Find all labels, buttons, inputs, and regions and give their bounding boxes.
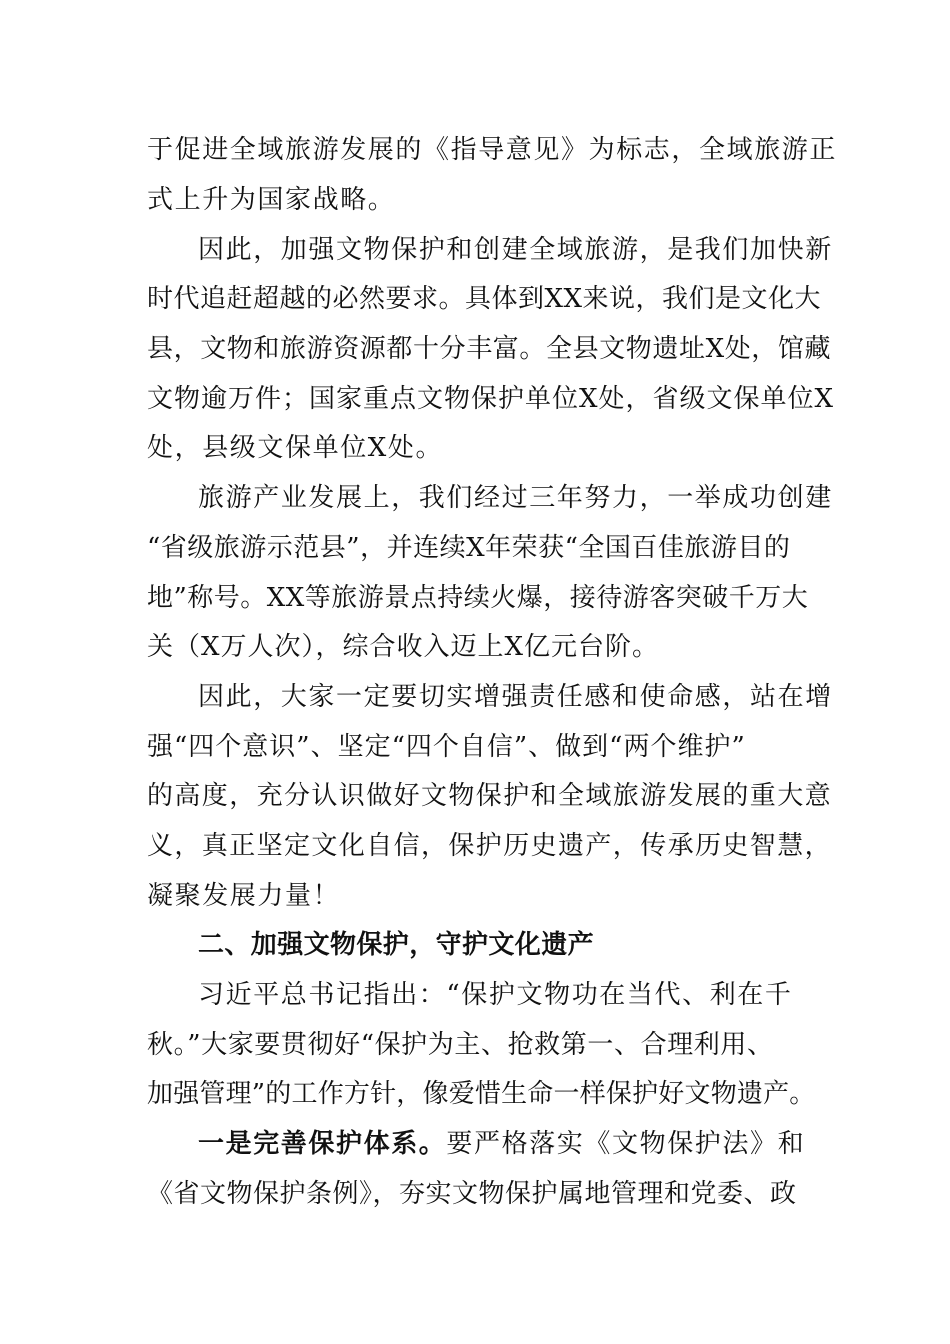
line-text: 地”称号。XX等旅游景点持续火爆，接待游客突破千万大: [147, 583, 809, 613]
paragraph-start-line: [0, 1124, 950, 1164]
bold-lead-text: 一是完善保护体系。: [198, 1129, 447, 1159]
text-line: [0, 1174, 950, 1214]
line-text: 义，真正坚定文化自信，保护历史遗产，传承历史智慧，: [147, 831, 833, 861]
text-line: [0, 876, 950, 916]
line-text: 要严格落实《文物保护法》和: [446, 1129, 806, 1159]
text-line: [0, 379, 950, 419]
line-text: 关（X万人次），综合收入迈上X亿元台阶。: [147, 632, 660, 662]
text-line: [0, 1074, 950, 1114]
line-text: 文物逾万件；国家重点文物保护单位X处，省级文保单位X: [147, 384, 835, 414]
line-text: 式上升为国家战略。: [147, 185, 396, 215]
line-text: 加强管理”的工作方针，像爱惜生命一样保护好文物遗产。: [147, 1079, 816, 1109]
section-heading: [0, 925, 950, 965]
line-text: 《省文物保护条例》，夯实文物保护属地管理和党委、政: [147, 1179, 797, 1209]
paragraph-start-line: [0, 975, 950, 1015]
text-line: [0, 329, 950, 369]
line-text: 因此，加强文物保护和创建全域旅游，是我们加快新: [198, 235, 833, 265]
line-text: 时代追赶超越的必然要求。具体到XX来说，我们是文化大: [147, 284, 822, 314]
line-text: 的高度，充分认识做好文物保护和全域旅游发展的重大意: [147, 781, 833, 811]
text-line: [0, 627, 950, 667]
line-text: 凝聚发展力量！: [147, 881, 341, 911]
text-line: [0, 826, 950, 866]
line-text: “省级旅游示范县”，并连续X年荣获“全国百佳旅游目的: [147, 533, 791, 563]
section-heading-text: 二、加强文物保护，守护文化遗产: [198, 930, 595, 960]
paragraph-start-line: [0, 230, 950, 270]
line-text: 强“四个意识”、坚定“四个自信”、做到“两个维护”: [147, 732, 746, 762]
text-line: [0, 428, 950, 468]
paragraph-start-line: [0, 677, 950, 717]
text-line: [0, 180, 950, 220]
mixed-line: [198, 1124, 805, 1164]
line-text: 秋。”大家要贯彻好“保护为主、抢救第一、合理利用、: [147, 1030, 774, 1060]
line-text: 旅游产业发展上，我们经过三年努力，一举成功创建: [198, 483, 833, 513]
line-text: 于促进全域旅游发展的《指导意见》为标志，全域旅游正: [147, 135, 838, 165]
text-line: [0, 130, 950, 170]
line-text: 处，县级文保单位X处。: [147, 433, 444, 463]
text-line: [0, 578, 950, 618]
text-line: [0, 727, 950, 767]
text-line: [0, 1025, 950, 1065]
line-text: 县，文物和旅游资源都十分丰富。全县文物遗址X处，馆藏: [147, 334, 832, 364]
text-line: [0, 776, 950, 816]
line-text: 习近平总书记指出：“保护文物功在当代、利在千: [198, 980, 793, 1010]
line-text: 因此，大家一定要切实增强责任感和使命感，站在增: [198, 682, 833, 712]
text-line: [0, 279, 950, 319]
text-line: [0, 528, 950, 568]
paragraph-start-line: [0, 478, 950, 518]
